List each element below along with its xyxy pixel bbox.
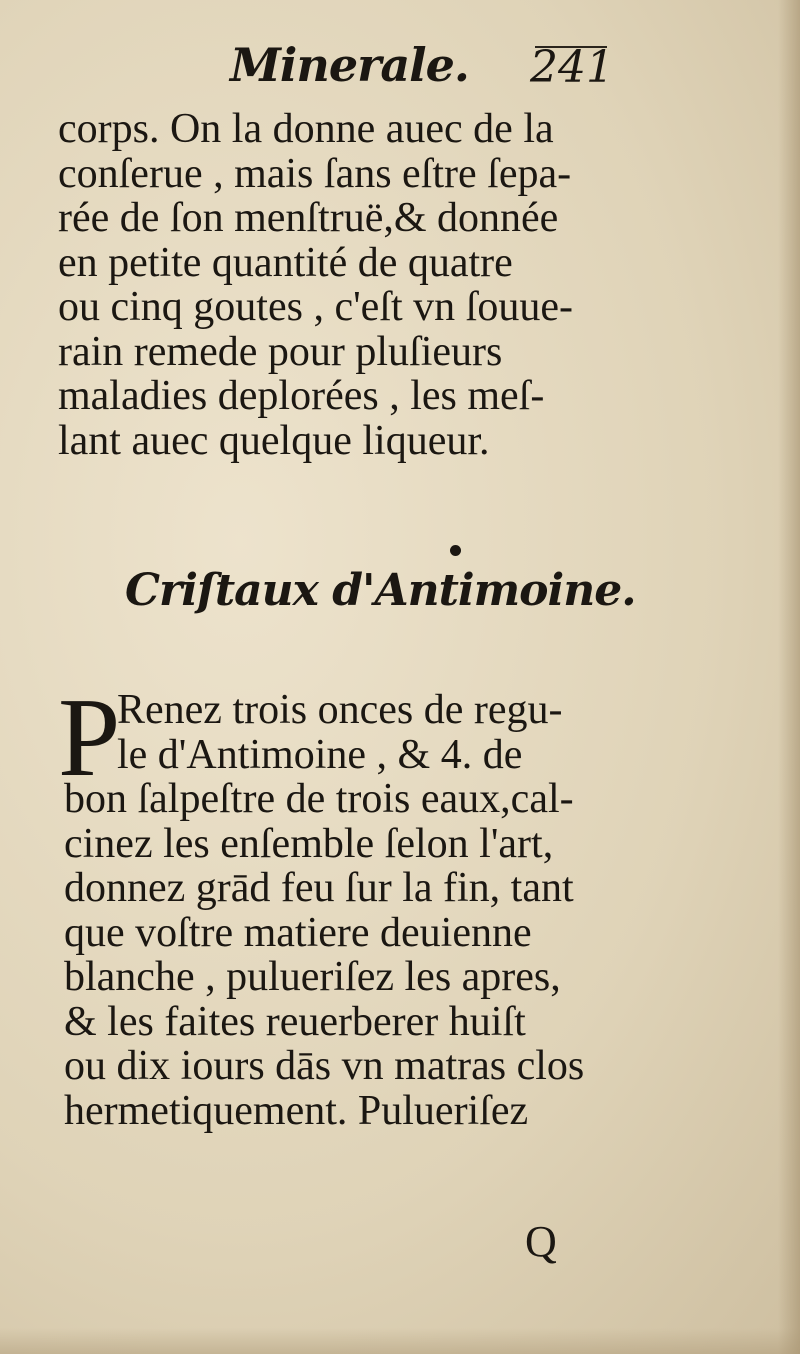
page-header: [230, 38, 630, 108]
page-edge-shadow: [778, 0, 800, 1354]
text-line: conſerue , mais ſans eſtre ſepa-: [58, 150, 572, 197]
ornament-dot: [450, 545, 461, 556]
text-line: ou dix iours dās vn matras clos: [64, 1043, 585, 1089]
text-line: lant auec quelque liqueur.: [58, 417, 490, 464]
text-line: maladies deplorées , les meſ-: [58, 373, 545, 419]
text-line: en petite quantité de quatre: [58, 239, 513, 286]
paragraph-1: [58, 107, 658, 463]
text-line: cinez les enſemble ſelon l'art,: [64, 820, 554, 867]
text-line: & les faites reuerberer huiſt: [64, 998, 526, 1045]
text-line: hermetiquement. Pulueriſez: [64, 1087, 529, 1134]
text-line: rain remede pour pluſieurs: [58, 328, 503, 375]
text-line: le d'Antimoine , & 4. de: [117, 731, 523, 778]
catchword: Q: [525, 1217, 557, 1266]
text-line: corps. On la donne auec de la: [58, 106, 554, 152]
page-bottom-shadow: [0, 1328, 800, 1354]
text-line: donnez grād feu ſur la fin, tant: [64, 865, 574, 911]
section-heading: Criſtaux d'Antimoine.: [125, 565, 636, 616]
text-line: blanche , pulueriſez les apres,: [64, 954, 561, 1000]
running-title: Minerale.: [230, 38, 469, 92]
text-line: que voſtre matiere deuienne: [64, 909, 532, 956]
drop-capital: P: [58, 676, 121, 800]
text-line: rée de ſon menſtruë,& donnée: [58, 195, 559, 241]
page-number: 241: [530, 42, 614, 93]
text-line: Renez trois onces de regu-: [117, 687, 563, 733]
text-line: bon ſalpeſtre de trois eaux,cal-: [64, 776, 574, 822]
paragraph-2: [64, 687, 657, 1134]
text-line: ou cinq goutes , c'eſt vn ſouue-: [58, 284, 573, 330]
